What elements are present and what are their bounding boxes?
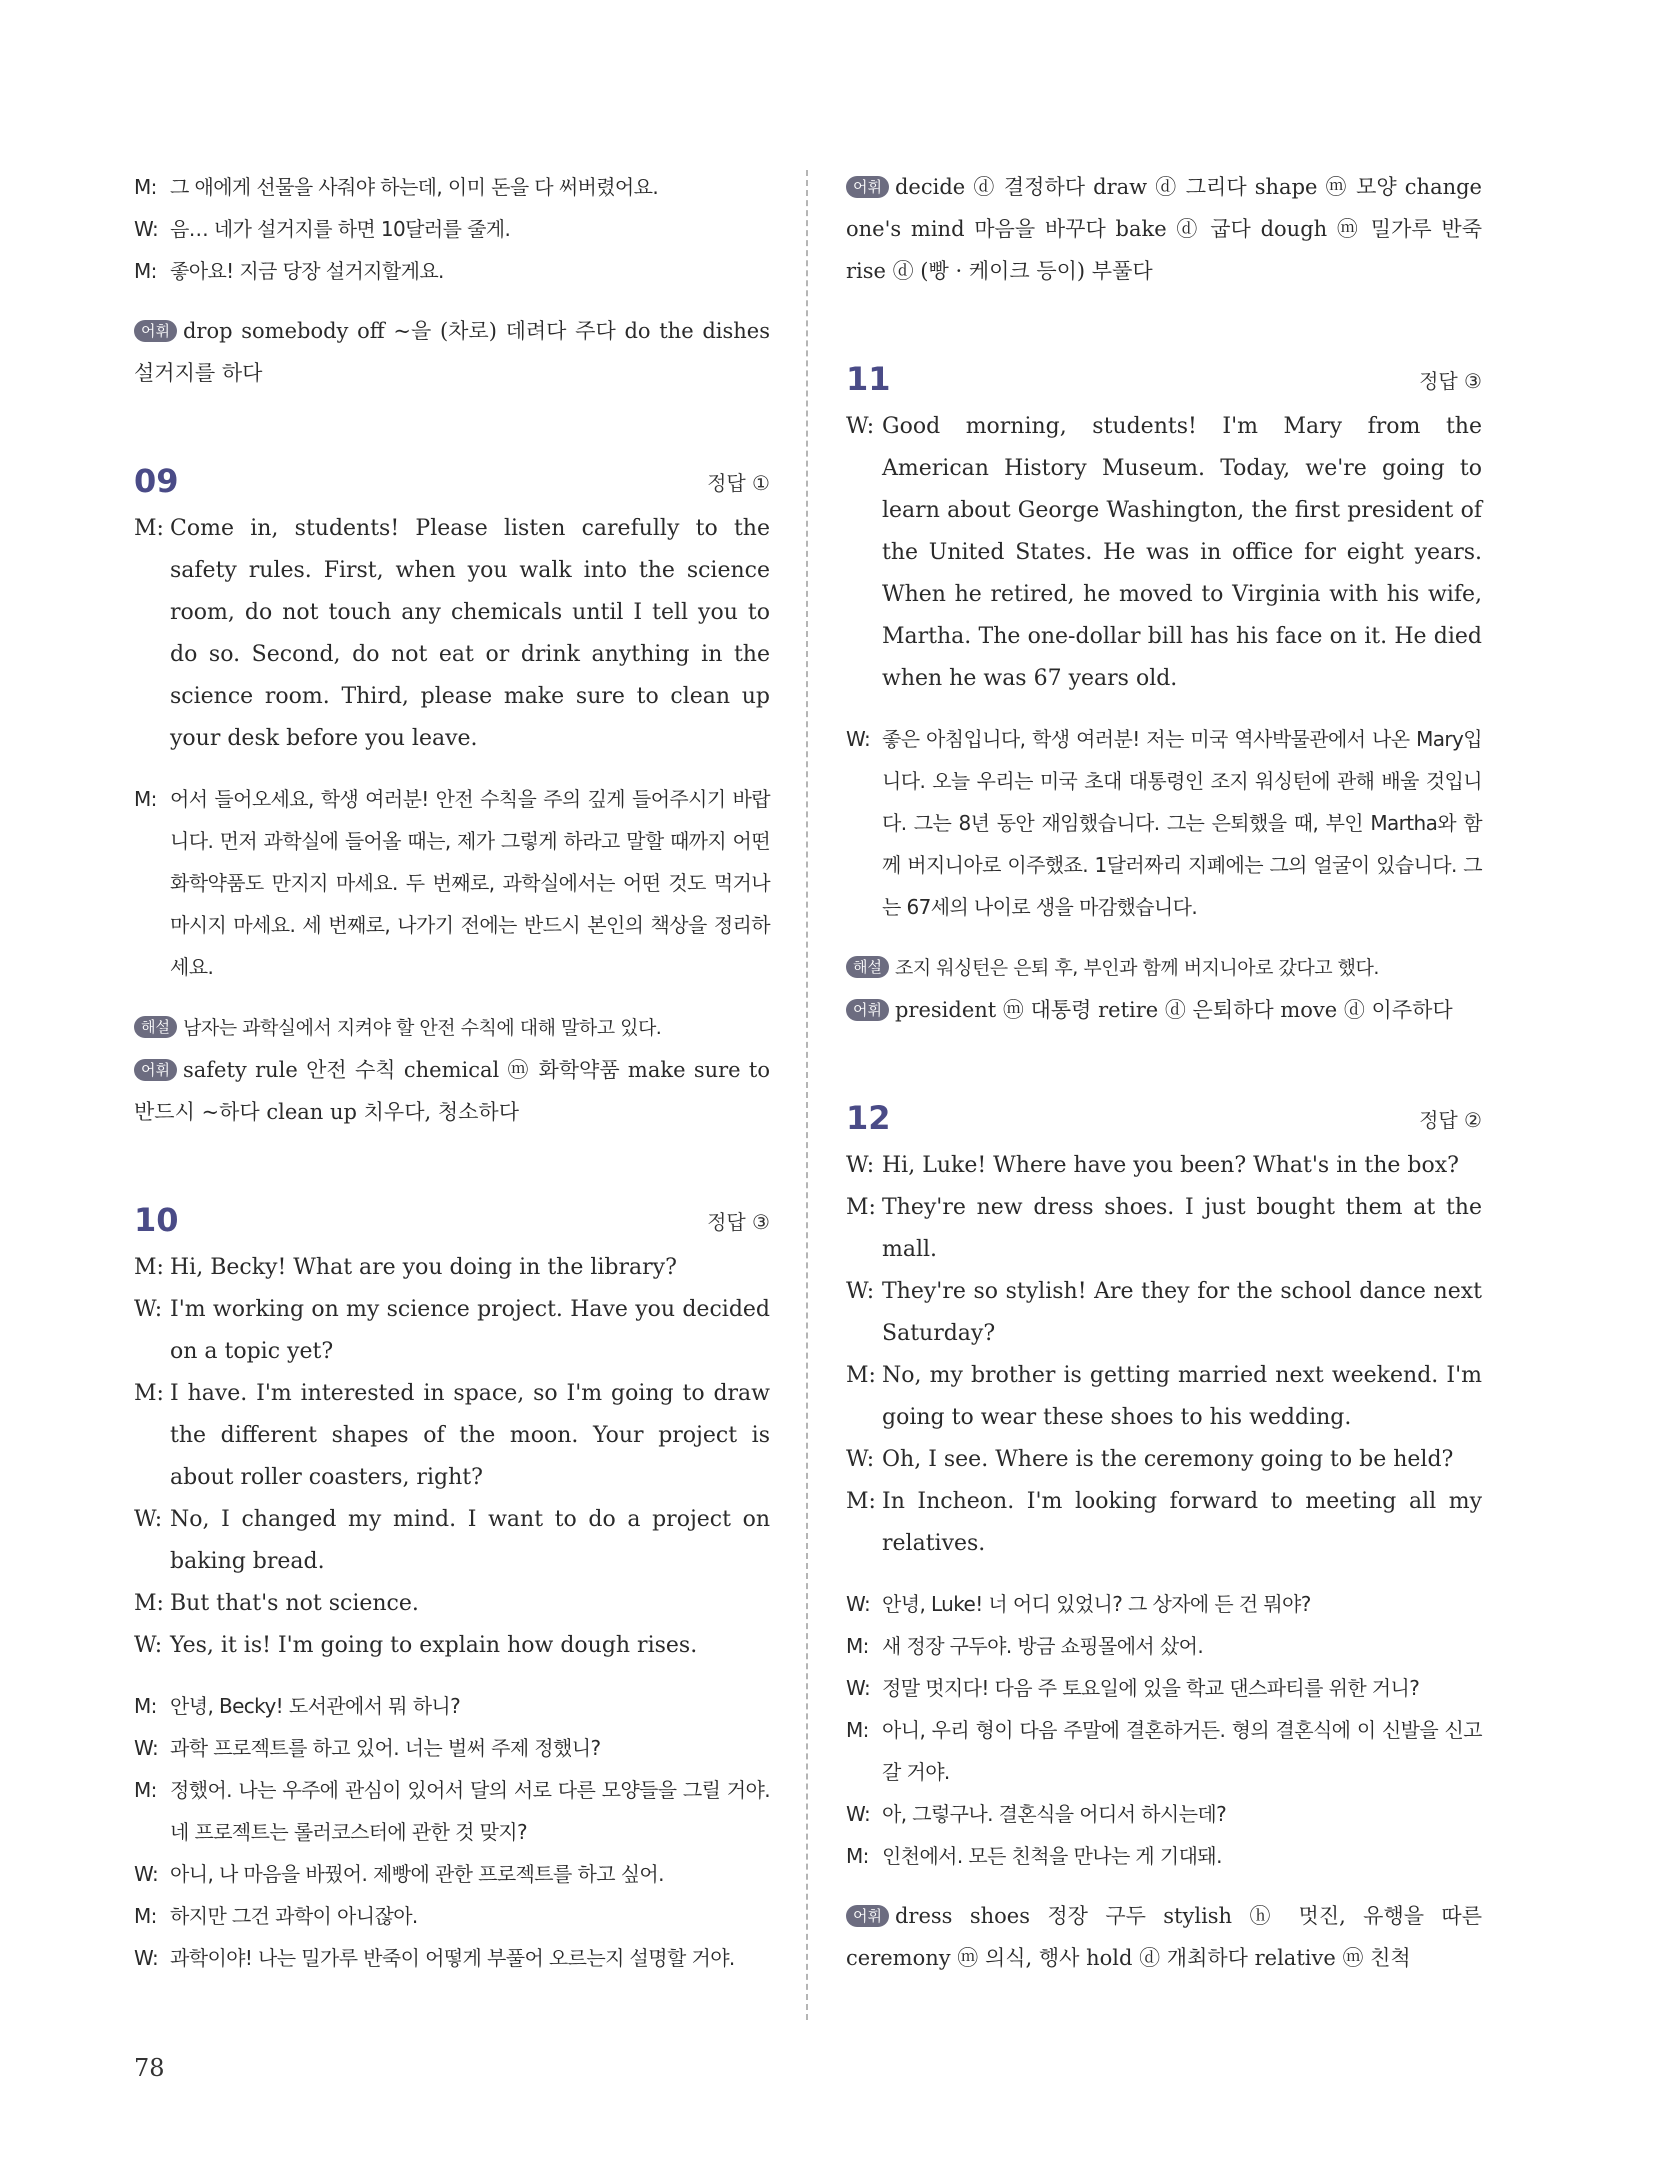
- dialogue-line: M: 좋아요! 지금 당장 설거지할게요.: [134, 259, 444, 283]
- explanation-note: 해설 조지 워싱턴은 은퇴 후, 부인과 함께 버지니아로 갔다고 했다.: [846, 946, 1482, 989]
- question-number: 11: [846, 360, 891, 398]
- dialogue-line: W: 좋은 아침입니다, 학생 여러분! 저는 미국 역사박물관에서 나온 Mary입니다. 오늘 우리는 미국 초대 대통령인 조지 워싱턴에 관해 배울 것입니다. 그는 8년 동안 재임했습니다. 그는 은퇴했을 때, 부인 Martha와 함께 버지니아로 이주했죠. 1달러짜리 지폐에는 그의 얼굴이 있습니다. 그는 67세의 나이로 생을 마감했습니다.: [846, 727, 1482, 919]
- vocab-badge: 어휘: [134, 1059, 177, 1081]
- dialogue-line: M: 하지만 그건 과학이 아니잖아.: [134, 1904, 418, 1928]
- dialogue-line: M: Hi, Becky! What are you doing in the library?: [134, 1255, 677, 1280]
- vocab-badge: 어휘: [846, 1905, 889, 1927]
- vocab-note: 어휘 safety rule 안전 수칙 chemical ⓜ 화학약품 make sure to 반드시 ~하다 clean up 치우다, 청소하다: [134, 1058, 770, 1124]
- explanation-note: 해설 남자는 과학실에서 지켜야 할 안전 수칙에 대해 말하고 있다.: [134, 1006, 770, 1049]
- transcript-ko: [134, 1685, 770, 1979]
- vocab-note: 어휘 drop somebody off ~을 (차로) 데려다 주다 do the dishes 설거지를 하다: [134, 319, 770, 385]
- right-column: [846, 166, 1482, 1979]
- transcript-ko: [846, 718, 1482, 928]
- transcript-en: [134, 1247, 770, 1667]
- dialogue-line: W: 정말 멋지다! 다음 주 토요일에 있을 학교 댄스파티를 위한 거니?: [846, 1676, 1420, 1700]
- dialogue-line: M: 인천에서. 모든 친척을 만나는 게 기대돼.: [846, 1844, 1222, 1868]
- vocab-note: 어휘 president ⓜ 대통령 retire ⓓ 은퇴하다 move ⓓ 이주하다: [846, 989, 1482, 1031]
- answer-label: 정답 ②: [1419, 1108, 1482, 1132]
- dialogue-line: M: 어서 들어오세요, 학생 여러분! 안전 수칙을 주의 깊게 들어주시기 바랍니다. 먼저 과학실에 들어올 때는, 제가 그렇게 하라고 말할 때까지 어떤 화학약품도 만지지 마세요. 두 번째로, 과학실에서는 어떤 것도 먹거나 마시지 마세요. 세 번째로, 나가기 전에는 반드시 본인의 책상을 정리하세요.: [134, 787, 770, 979]
- vocab-note: 어휘 dress shoes 정장 구두 stylish ⓗ 멋진, 유행을 따른 ceremony ⓜ 의식, 행사 hold ⓓ 개최하다 relative ⓜ 친척: [846, 1904, 1482, 1970]
- dialogue-line: W: 아니, 나 마음을 바꿨어. 제빵에 관한 프로젝트를 하고 싶어.: [134, 1862, 664, 1886]
- dialogue-line: W: 안녕, Luke! 너 어디 있었니? 그 상자에 든 건 뭐야?: [846, 1592, 1311, 1616]
- dialogue-line: W: 과학 프로젝트를 하고 있어. 너는 벌써 주제 정했니?: [134, 1736, 601, 1760]
- vocab-badge: 어휘: [134, 320, 177, 342]
- dialogue-line: W: 음… 네가 설거지를 하면 10달러를 줄게.: [134, 217, 511, 241]
- answer-label: 정답 ①: [707, 471, 770, 495]
- question-header-11: [846, 360, 1482, 398]
- dialogue-line: W: Oh, I see. Where is the ceremony going to be held?: [846, 1447, 1454, 1472]
- transcript-en: [134, 508, 770, 760]
- page-number: 78: [134, 2054, 165, 2082]
- vocab-badge: 어휘: [846, 176, 889, 198]
- column-divider: [806, 170, 808, 2020]
- dialogue-line: M: In Incheon. I'm looking forward to meeting all my relatives.: [846, 1489, 1482, 1556]
- question-number: 10: [134, 1201, 179, 1239]
- dialogue-line: W: Yes, it is! I'm going to explain how dough rises.: [134, 1633, 698, 1658]
- dialogue-line: W: Good morning, students! I'm Mary from the American History Museum. Today, we're going to learn about George Washington, the first president of the United States. He was in office for eight years. When he retired, he moved to Virginia with his wife, Martha. The one-dollar bill has his face on it. He died when he was 67 years old.: [846, 414, 1482, 691]
- answer-label: 정답 ③: [707, 1210, 770, 1234]
- dialogue-line: M: 정했어. 나는 우주에 관심이 있어서 달의 서로 다른 모양들을 그릴 거야. 네 프로젝트는 롤러코스터에 관한 것 맞지?: [134, 1778, 770, 1844]
- question-number: 09: [134, 462, 179, 500]
- question-header-10: [134, 1201, 770, 1239]
- question-number: 12: [846, 1099, 891, 1137]
- dialogue-line: M: I have. I'm interested in space, so I'm going to draw the different shapes of the moon. Your project is about roller coasters, right?: [134, 1381, 770, 1490]
- dialogue-line: W: 과학이야! 나는 밀가루 반죽이 어떻게 부풀어 오르는지 설명할 거야.: [134, 1946, 735, 1970]
- answer-label: 정답 ③: [1419, 369, 1482, 393]
- dialogue-line: M: 아니, 우리 형이 다음 주말에 결혼하거든. 형의 결혼식에 이 신발을 신고 갈 거야.: [846, 1718, 1482, 1784]
- dialogue-line: M: 그 애에게 선물을 사줘야 하는데, 이미 돈을 다 써버렸어요.: [134, 175, 659, 199]
- dialogue-line: M: 안녕, Becky! 도서관에서 뭐 하니?: [134, 1694, 461, 1718]
- dialogue-line: M: Come in, students! Please listen carefully to the safety rules. First, when you walk into the science room, do not touch any chemicals until I tell you to do so. Second, do not eat or drink anything in the science room. Third, please make sure to clean up your desk before you leave.: [134, 516, 770, 751]
- dialogue-line: M: 새 정장 구두야. 방금 쇼핑몰에서 샀어.: [846, 1634, 1204, 1658]
- dialogue-line: W: 아, 그렇구나. 결혼식을 어디서 하시는데?: [846, 1802, 1227, 1826]
- explanation-badge: 해설: [134, 1016, 177, 1038]
- dialogue-line: M: But that's not science.: [134, 1591, 419, 1616]
- vocab-badge: 어휘: [846, 999, 889, 1021]
- question-header-09: [134, 462, 770, 500]
- dialogue-line: W: I'm working on my science project. Have you decided on a topic yet?: [134, 1297, 770, 1364]
- left-column: [134, 166, 770, 1997]
- dialogue-line: W: They're so stylish! Are they for the school dance next Saturday?: [846, 1279, 1482, 1346]
- dialogue-line: W: Hi, Luke! Where have you been? What's in the box?: [846, 1153, 1459, 1178]
- transcript-en: [846, 1145, 1482, 1565]
- dialogue-line: M: No, my brother is getting married next weekend. I'm going to wear these shoes to his wedding.: [846, 1363, 1482, 1430]
- transcript-en: [846, 406, 1482, 700]
- dialogue-line: W: No, I changed my mind. I want to do a project on baking bread.: [134, 1507, 770, 1574]
- transcript-ko: [846, 1583, 1482, 1877]
- vocab-note: 어휘 decide ⓓ 결정하다 draw ⓓ 그리다 shape ⓜ 모양 change one's mind 마음을 바꾸다 bake ⓓ 굽다 dough ⓜ 밀가루 반죽 rise ⓓ (빵 · 케이크 등이) 부풀다: [846, 175, 1482, 283]
- explanation-badge: 해설: [846, 956, 889, 978]
- top-dialogue-ko: [134, 166, 770, 292]
- transcript-ko: [134, 778, 770, 988]
- dialogue-line: M: They're new dress shoes. I just bought them at the mall.: [846, 1195, 1482, 1262]
- question-header-12: [846, 1099, 1482, 1137]
